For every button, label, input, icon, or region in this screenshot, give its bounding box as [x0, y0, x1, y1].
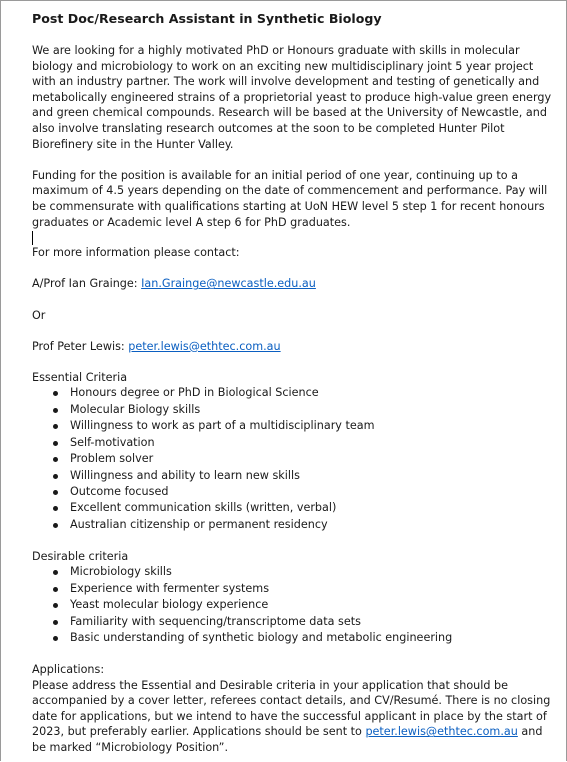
list-item: Problem solver: [70, 451, 552, 467]
desirable-heading: Desirable criteria: [32, 549, 129, 563]
applications-text-end: and be marked “Microbiology Position”.: [32, 725, 543, 754]
contact-line-grainge: [32, 276, 552, 292]
contact-name: Prof Peter Lewis:: [32, 339, 129, 353]
applications-heading: Applications:: [32, 662, 105, 676]
list-item: Familiarity with sequencing/transcriptome data sets: [70, 614, 552, 630]
list-item: Basic understanding of synthetic biology and metabolic engineering: [70, 630, 552, 646]
intro-paragraph: We are looking for a highly motivated PhD or Honours graduate with skills in molecular biology and microbiology to work on an exciting new multidisciplinary joint 5 year project with an industry partner. The work will involve development and testing of genetically and metabolically engineered strains of a proprietorial yeast to produce high-value green energy and green chemical compounds. Research will be based at the University of Newcastle, and also involve translating research outcomes at the soon to be completed Hunter Pilot Biorefinery site in the Hunter Valley.: [32, 44, 552, 151]
email-link-applications[interactable]: peter.lewis@ethtec.com.au: [365, 725, 518, 739]
list-item: Australian citizenship or permanent residency: [70, 517, 552, 533]
email-link-lewis[interactable]: peter.lewis@ethtec.com.au: [128, 339, 281, 353]
essential-list: [32, 385, 552, 533]
contact-intro: For more information please contact:: [32, 246, 240, 260]
text-cursor: [32, 231, 33, 245]
list-item: Willingness to work as part of a multidisciplinary team: [70, 418, 552, 434]
applications-paragraph: [32, 678, 552, 756]
or-text: Or: [32, 308, 46, 322]
essential-heading: Essential Criteria: [32, 370, 128, 384]
document-body: [32, 11, 552, 756]
list-item: Honours degree or PhD in Biological Science: [70, 385, 552, 401]
page-title: Post Doc/Research Assistant in Synthetic Biology: [32, 11, 382, 26]
contact-line-lewis: [32, 339, 552, 355]
list-item: Yeast molecular biology experience: [70, 597, 552, 613]
list-item: Excellent communication skills (written, verbal): [70, 500, 552, 516]
funding-paragraph: Funding for the position is available for an initial period of one year, continuing up to a maximum of 4.5 years depending on the date of commencement and performance. Pay will be commensurate with qualifications starting at UoN HEW level 5 step 1 for recent honours graduates or Academic level A step 6 for PhD graduates.: [32, 168, 548, 229]
applications-text: Please address the Essential and Desirable criteria in your application that should be accompanied by a cover letter, referees contact details, and CV/Resumé. There is no closing date for applications, but we intend to have the successful applicant in place by the start of 2023, but preferably earlier. Applications should be sent to: [32, 678, 551, 739]
list-item: Outcome focused: [70, 484, 552, 500]
list-item: Self-motivation: [70, 435, 552, 451]
email-link-grainge[interactable]: Ian.Grainge@newcastle.edu.au: [141, 277, 316, 291]
contact-name: A/Prof Ian Grainge:: [32, 277, 142, 291]
desirable-list: [32, 564, 552, 646]
list-item: Molecular Biology skills: [70, 402, 552, 418]
list-item: Willingness and ability to learn new skills: [70, 468, 552, 484]
list-item: Microbiology skills: [70, 564, 552, 580]
list-item: Experience with fermenter systems: [70, 581, 552, 597]
